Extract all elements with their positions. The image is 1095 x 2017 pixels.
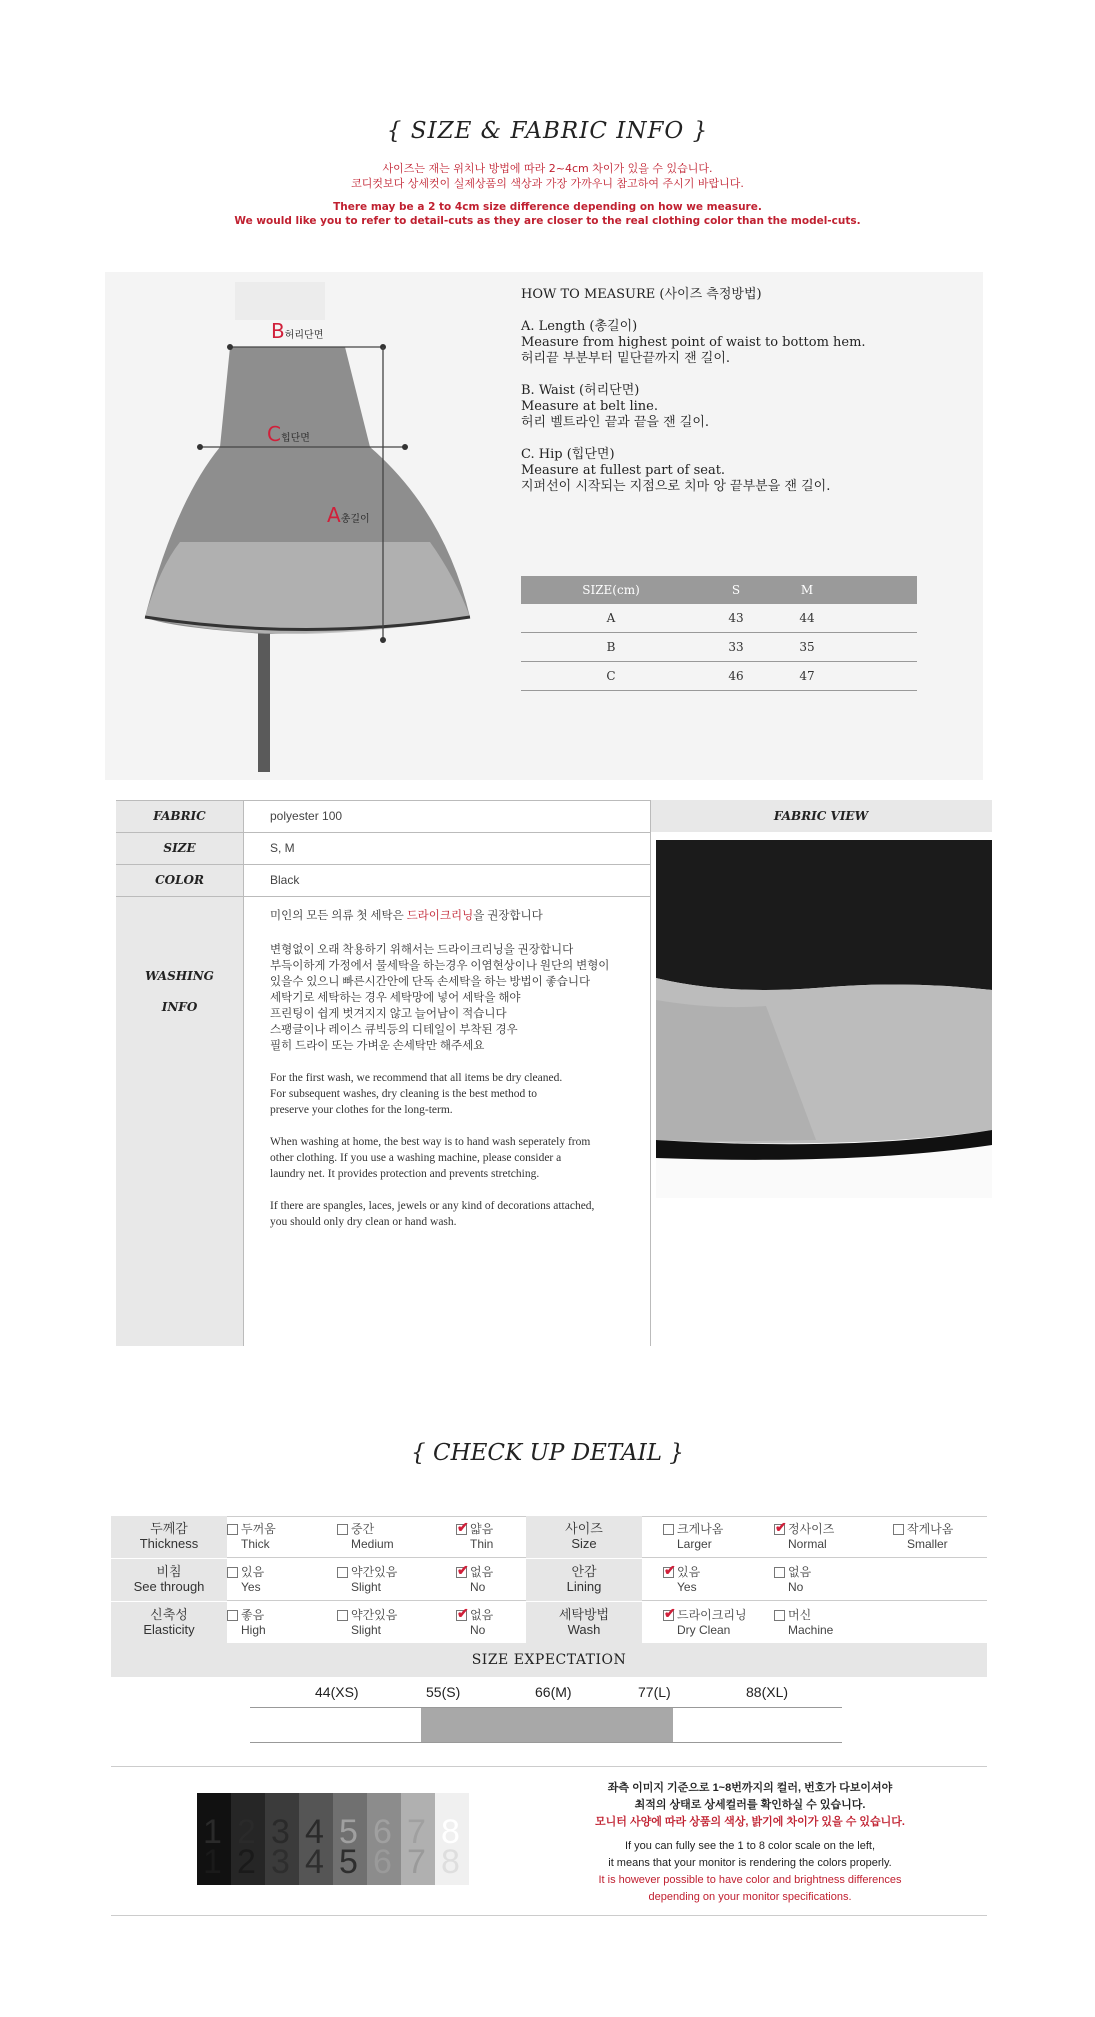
size-value: S, M	[270, 841, 295, 855]
table-row: A 43 44	[521, 604, 917, 633]
wash-head: 세탁방법 Wash	[526, 1602, 642, 1644]
thickness-head: 두께감 Thickness	[111, 1516, 227, 1558]
checkbox[interactable]	[774, 1567, 785, 1578]
fabric-value: polyester 100	[270, 809, 343, 823]
size-label-s: 55(S)	[426, 1684, 461, 1700]
checkbox-checked[interactable]	[456, 1567, 467, 1578]
option-elastic-no[interactable]: ✔ 없음 No	[456, 1608, 493, 1638]
fabric-table	[116, 800, 992, 1346]
scale-number: 1	[203, 1843, 222, 1881]
option-medium[interactable]: 중간 Medium	[337, 1522, 394, 1552]
color-swatch-4	[299, 1793, 333, 1885]
wash-en-line: laundry net. It provides protection and prevents stretching.	[270, 1168, 540, 1180]
checkbox[interactable]	[663, 1524, 674, 1535]
checkbox-checked[interactable]	[456, 1610, 467, 1621]
note-ko-1: 사이즈는 재는 위치나 방법에 따라 2~4cm 차이가 있을 수 있습니다.	[382, 162, 713, 175]
check-row-elasticity	[111, 1602, 987, 1644]
size-expectation-fill	[421, 1708, 673, 1742]
size-head: 사이즈 Size	[526, 1516, 642, 1558]
color-value: Black	[270, 873, 300, 887]
wash-ko-line: 필히 드라이 또는 가벼운 손세탁만 해주세요	[270, 1040, 485, 1052]
fabric-view-label: FABRIC VIEW	[773, 809, 869, 823]
size-expectation-bar: SIZE EXPECTATION	[111, 1643, 987, 1677]
monitor-en-red-2: depending on your monitor specifications.	[648, 1891, 852, 1903]
scale-number: 6	[373, 1843, 392, 1881]
option-smaller[interactable]: 작게나옴 Smaller	[893, 1522, 953, 1552]
size-expectation-track	[250, 1707, 842, 1743]
howto-title: HOW TO MEASURE (사이즈 측정방법)	[521, 287, 762, 302]
option-machine[interactable]: 머신 Machine	[774, 1608, 833, 1638]
label-c: C힙단면	[267, 422, 310, 446]
size-label-m: 66(M)	[535, 1684, 572, 1700]
checkbox[interactable]	[337, 1610, 348, 1621]
check-row-thickness	[111, 1516, 987, 1558]
wash-ko-line: 부득이하게 가정에서 물세탁을 하는경우 이염현상이나 원단의 변형이	[270, 960, 610, 972]
monitor-en-2: it means that your monitor is rendering the colors properly.	[608, 1857, 892, 1869]
wash-ko-line: 변형없이 오래 착용하기 위해서는 드라이크리닝을 권장합니다	[270, 944, 574, 956]
note-ko-2: 코디컷보다 상세컷이 실제상품의 색상과 가장 가까우니 참고하여 주시기 바랍니다.	[351, 177, 744, 190]
monitor-ko-2: 최적의 상태로 상세컬러를 확인하실 수 있습니다.	[634, 1799, 866, 1811]
washing-label: WASHING	[145, 969, 214, 983]
howto-c-title: C. Hip (힙단면)	[521, 447, 615, 462]
size-label-l: 77(L)	[638, 1684, 671, 1700]
color-swatch-3	[265, 1793, 299, 1885]
checkbox[interactable]	[227, 1610, 238, 1621]
scale-number: 6	[373, 1813, 392, 1851]
lining-head: 안감 Lining	[526, 1559, 642, 1601]
size-label: SIZE	[163, 841, 196, 855]
howto-c-en: Measure at fullest part of seat.	[521, 463, 726, 478]
checkbox[interactable]	[227, 1567, 238, 1578]
wash-ko-line: 프린팅이 쉽게 벗겨지지 않고 늘어남이 적습니다	[270, 1008, 507, 1020]
note-en-1: There may be a 2 to 4cm size difference depending on how we measure.	[333, 201, 762, 213]
wash-ko-line: 스팽글이나 레이스 큐빅등의 디테일이 부착된 경우	[270, 1024, 518, 1036]
checkbox[interactable]	[893, 1524, 904, 1535]
label-a: A총길이	[327, 503, 370, 527]
size-label-xl: 88(XL)	[746, 1684, 789, 1700]
checkbox[interactable]	[337, 1524, 348, 1535]
option-normal[interactable]: ✔ 정사이즈 Normal	[774, 1522, 834, 1552]
howto-b-title: B. Waist (허리단면)	[521, 383, 640, 398]
color-swatch-8	[435, 1793, 469, 1885]
elasticity-head: 신축성 Elasticity	[111, 1602, 227, 1644]
option-slight[interactable]: 약간있음 Slight	[337, 1565, 397, 1595]
color-swatch-5	[333, 1793, 367, 1885]
option-larger[interactable]: 크게나옴 Larger	[663, 1522, 723, 1552]
monitor-ko-1: 좌측 이미지 기준으로 1~8번까지의 컬러, 번호가 다보이셔야	[607, 1782, 893, 1794]
divider	[111, 1915, 987, 1916]
color-swatch-1	[197, 1793, 231, 1885]
option-thick[interactable]: 두꺼움 Thick	[227, 1522, 276, 1552]
scale-number: 7	[407, 1813, 426, 1851]
option-thin[interactable]: ✔ 얇음 Thin	[456, 1522, 493, 1552]
checkbox-checked[interactable]	[774, 1524, 785, 1535]
see-through-head: 비침 See through	[111, 1559, 227, 1601]
monitor-en-1: If you can fully see the 1 to 8 color scale on the left,	[624, 1840, 876, 1852]
howto-a-en: Measure from highest point of waist to bottom hem.	[521, 335, 866, 350]
color-label: COLOR	[155, 873, 204, 887]
wash-ko-line: 있을수 있으니 빠른시간안에 단독 손세탁을 하는 방법이 좋습니다	[270, 976, 591, 988]
checkbox[interactable]	[774, 1610, 785, 1621]
option-lining-no[interactable]: 없음 No	[774, 1565, 811, 1595]
howto-b-en: Measure at belt line.	[521, 399, 658, 414]
monitor-en-red-1: It is however possible to have color and brightness differences	[598, 1874, 902, 1886]
checkbox-checked[interactable]	[663, 1567, 674, 1578]
skirt-sheer-hem	[145, 542, 470, 634]
option-elastic-slight[interactable]: 약간있음 Slight	[337, 1608, 397, 1638]
check-row-see-through	[111, 1559, 987, 1601]
color-swatch-7	[401, 1793, 435, 1885]
fabric-label: FABRIC	[153, 809, 206, 823]
color-swatch-6	[367, 1793, 401, 1885]
color-swatch-2	[231, 1793, 265, 1885]
wash-en-line: For the first wash, we recommend that all items be dry cleaned.	[270, 1072, 563, 1084]
scale-number: 3	[271, 1843, 290, 1881]
color-scale	[197, 1793, 469, 1885]
washing-text	[270, 908, 645, 1230]
scale-number: 8	[441, 1813, 460, 1851]
howto-a-ko: 허리끝 부분부터 밑단끝까지 잰 길이.	[521, 351, 731, 366]
howto-b-ko: 허리 벨트라인 끝과 끝을 잰 길이.	[521, 415, 710, 430]
checkbox-checked[interactable]	[456, 1524, 467, 1535]
scale-number: 4	[305, 1813, 324, 1851]
label-b: B허리단면	[271, 319, 324, 343]
scale-number: 2	[237, 1843, 256, 1881]
wash-en-line: For subsequent washes, dry cleaning is the best method to	[270, 1088, 538, 1100]
scale-number: 8	[441, 1843, 460, 1881]
wash-en-line: you should only dry clean or hand wash.	[270, 1216, 457, 1228]
size-table	[521, 576, 917, 691]
checkbox[interactable]	[227, 1524, 238, 1535]
wash-en-line: preserve your clothes for the long-term.	[270, 1104, 453, 1116]
scale-number: 4	[305, 1843, 324, 1881]
scale-number: 1	[203, 1813, 222, 1851]
scale-number: 3	[271, 1813, 290, 1851]
monitor-ko-red: 모니터 사양에 따라 상품의 색상, 밝기에 차이가 있을 수 있습니다.	[595, 1816, 905, 1828]
scale-number: 5	[339, 1843, 358, 1881]
note-en-2: We would like you to refer to detail-cuts as they are closer to the real clothing color than the model-cuts.	[234, 215, 861, 227]
howto-a-title: A. Length (총길이)	[521, 319, 638, 334]
wash-ko-line: 세탁기로 세탁하는 경우 세탁망에 넣어 세탁을 해야	[270, 992, 521, 1004]
table-row: C 46 47	[521, 662, 917, 691]
option-no[interactable]: ✔ 없음 No	[456, 1565, 493, 1595]
wash-en-line: When washing at home, the best way is to hand wash seperately from	[270, 1136, 591, 1148]
check-up-title: { CHECK UP DETAIL }	[411, 1440, 684, 1466]
option-dry-clean[interactable]: ✔ 드라이크리닝 Dry Clean	[663, 1608, 747, 1638]
wash-en-line: other clothing. If you use a washing machine, please consider a	[270, 1152, 562, 1164]
scale-number: 5	[339, 1813, 358, 1851]
size-label-xs: 44(XS)	[315, 1684, 359, 1700]
divider	[111, 1766, 987, 1767]
skirt-diagram	[105, 272, 505, 780]
size-table-header: SIZE(cm) S M	[521, 576, 917, 604]
size-fabric-title: { SIZE & FABRIC INFO }	[386, 118, 709, 144]
checkbox[interactable]	[337, 1567, 348, 1578]
scale-number: 7	[407, 1843, 426, 1881]
washing-info-label: INFO	[161, 1000, 198, 1014]
howto-c-ko: 지퍼선이 시작되는 지점으로 치마 앙 끝부분을 잰 길이.	[521, 479, 831, 494]
wash-first-line: 미인의 모든 의류 첫 세탁은 드라이크리닝을 권장합니다	[270, 910, 543, 922]
fabric-view-image	[656, 840, 992, 1198]
wash-en-line: If there are spangles, laces, jewels or any kind of decorations attached,	[270, 1200, 595, 1212]
table-row: B 33 35	[521, 633, 917, 662]
option-high[interactable]: 좋음 High	[227, 1608, 266, 1638]
checkbox-checked[interactable]	[663, 1610, 674, 1621]
option-yes[interactable]: 있음 Yes	[227, 1565, 264, 1595]
mannequin-waist	[235, 282, 325, 320]
option-lining-yes[interactable]: ✔ 있음 Yes	[663, 1565, 700, 1595]
scale-number: 2	[237, 1813, 256, 1851]
